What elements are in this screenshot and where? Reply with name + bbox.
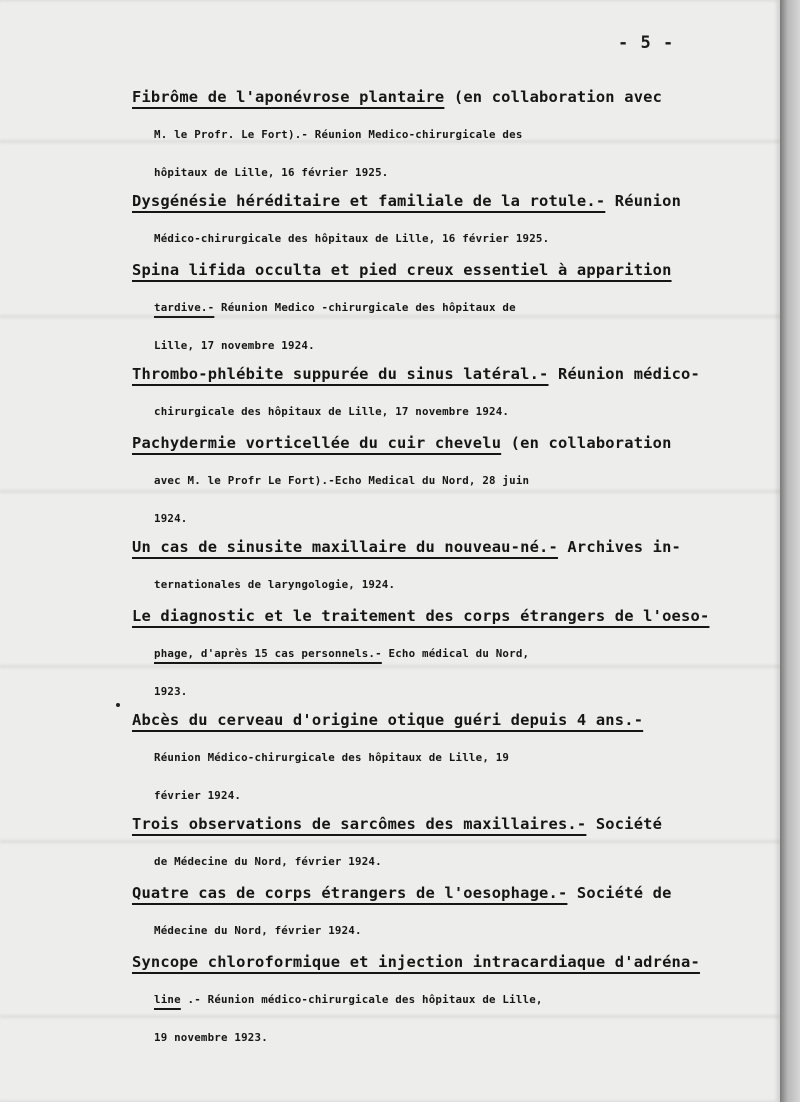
bibliography-entry xyxy=(132,597,764,711)
entry-line xyxy=(132,597,764,635)
entry-title: Un cas de sinusite maxillaire du nouveau-né.- xyxy=(132,538,558,556)
bibliography-entry xyxy=(132,424,764,538)
entry-title: Pachydermie vorticellée du cuir chevelu xyxy=(132,434,502,452)
entry-line xyxy=(132,943,764,981)
entry-title: Syncope chloroformique et injection intracardiaque d'adréna- xyxy=(132,953,700,971)
entry-text: avec M. le Profr Le Fort).-Echo Medical du Nord, 28 juin xyxy=(154,474,530,487)
entry-title: Spina lifida occulta et pied creux essentiel à apparition xyxy=(132,261,672,279)
bibliography-entry xyxy=(132,528,764,604)
entry-text: 1924. xyxy=(154,512,188,525)
entry-line xyxy=(132,701,764,739)
entry-text: Médecine du Nord, février 1924. xyxy=(154,924,362,937)
entry-line xyxy=(132,289,764,327)
entry-text: Réunion Medico -chirurgicale des hôpitaux de xyxy=(214,301,516,314)
bibliography-entry xyxy=(132,182,764,258)
entry-title-continued: tardive.- xyxy=(154,301,215,314)
entry-title: Dysgénésie héréditaire et familiale de la rotule.- xyxy=(132,192,606,210)
entry-line xyxy=(132,251,764,289)
bibliography-entry xyxy=(132,943,764,1057)
entry-text: 19 novembre 1923. xyxy=(154,1031,268,1044)
entry-text: Lille, 17 novembre 1924. xyxy=(154,339,315,352)
entry-text: hôpitaux de Lille, 16 février 1925. xyxy=(154,166,389,179)
entry-line xyxy=(132,182,764,220)
bibliography-entry xyxy=(132,701,764,815)
entry-line xyxy=(132,874,764,912)
entry-text: 1923. xyxy=(154,685,188,698)
entry-line xyxy=(132,805,764,843)
page-edge-shadow xyxy=(780,0,800,1102)
entry-title-continued: phage, d'après 15 cas personnels.- xyxy=(154,647,382,660)
entry-text: février 1924. xyxy=(154,789,242,802)
entry-line xyxy=(132,424,764,462)
entry-text: Réunion médico- xyxy=(548,365,700,383)
entry-title: Trois observations de sarcômes des maxillaires.- xyxy=(132,815,587,833)
bibliography-entry xyxy=(132,355,764,431)
entry-title: Thrombo-phlébite suppurée du sinus latéral.- xyxy=(132,365,549,383)
entry-text: Echo médical du Nord, xyxy=(381,647,530,660)
entry-text: M. le Profr. Le Fort).- Réunion Medico-chirurgicale des xyxy=(154,128,523,141)
entry-text: Médico-chirurgicale des hôpitaux de Lille, 16 février 1925. xyxy=(154,232,550,245)
entry-title: Abcès du cerveau d'origine otique guéri depuis 4 ans.- xyxy=(132,711,644,729)
bibliography-entry xyxy=(132,78,764,192)
entry-title-continued: line xyxy=(154,993,181,1006)
entry-text: Réunion xyxy=(605,192,682,210)
entry-line xyxy=(132,528,764,566)
entry-text: Société xyxy=(586,815,663,833)
entry-text: Réunion Médico-chirurgicale des hôpitaux de Lille, 19 xyxy=(154,751,510,764)
entry-line xyxy=(132,981,764,1019)
entry-text: Archives in- xyxy=(557,538,682,556)
entry-text: de Médecine du Nord, février 1924. xyxy=(154,855,382,868)
entry-text: .- Réunion médico-chirurgicale des hôpitaux de Lille, xyxy=(180,993,543,1006)
ink-speck xyxy=(116,703,120,707)
bibliography-entry xyxy=(132,874,764,950)
entry-line xyxy=(132,635,764,673)
bibliography-entry xyxy=(132,251,764,365)
bibliography-entry xyxy=(132,805,764,881)
entry-text: ternationales de laryngologie, 1924. xyxy=(154,578,396,591)
entry-text: (en collaboration avec xyxy=(444,88,663,106)
entry-title: Fibrôme de l'aponévrose plantaire xyxy=(132,88,445,106)
entry-line xyxy=(132,355,764,393)
entry-text: Société de xyxy=(567,884,672,902)
page-number: - 5 - xyxy=(618,33,675,53)
entry-text: (en collaboration xyxy=(501,434,672,452)
entry-text: chirurgicale des hôpitaux de Lille, 17 novembre 1924. xyxy=(154,405,510,418)
entry-title: Le diagnostic et le traitement des corps étrangers de l'oeso- xyxy=(132,607,710,625)
entry-title: Quatre cas de corps étrangers de l'oesophage.- xyxy=(132,884,568,902)
entry-line xyxy=(132,78,764,116)
